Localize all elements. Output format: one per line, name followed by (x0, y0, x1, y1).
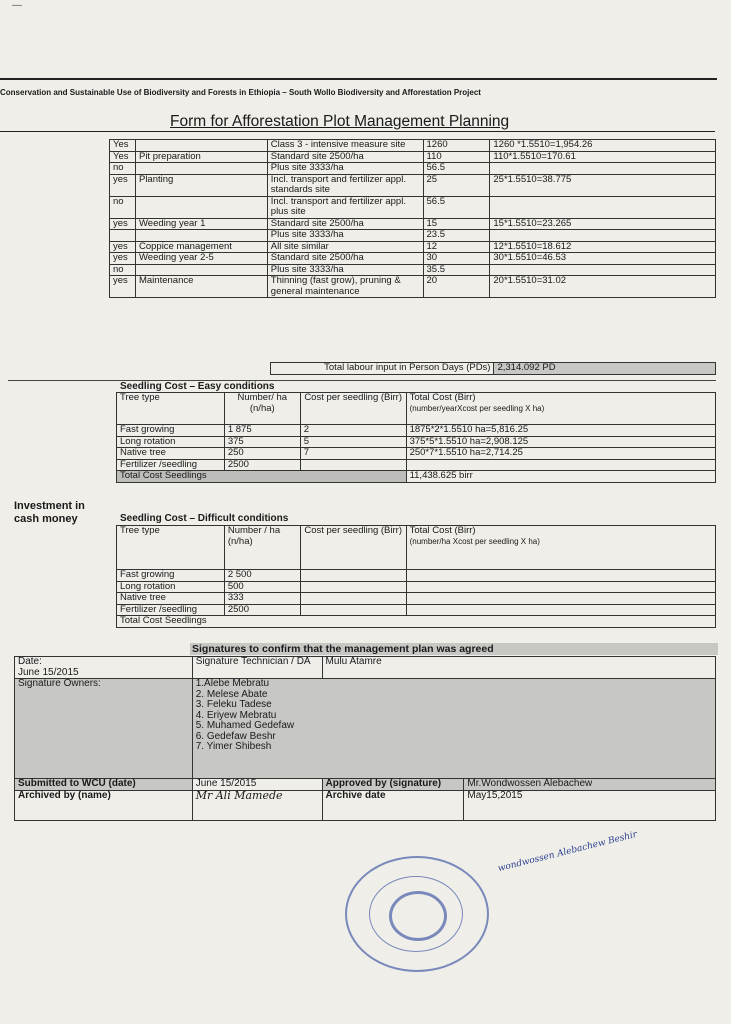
labour-site-type: Plus site 3333/ha (267, 230, 423, 242)
labour-calculation (490, 163, 716, 175)
labour-site-type: Class 3 - intensive measure site (267, 140, 423, 152)
owner-name: 2. Melese Abate (195, 688, 268, 700)
easy-tree-type: Fast growing (117, 425, 225, 437)
labour-yes-no: yes (110, 174, 136, 196)
easy-heading: Seedling Cost – Easy conditions (120, 381, 275, 392)
difficult-number: 2 500 (224, 570, 300, 582)
difficult-tree-type: Long rotation (117, 581, 225, 593)
difficult-tree-type: Fertilizer /seedling (117, 604, 225, 616)
labour-site-type: Standard site 2500/ha (267, 253, 423, 265)
archived-value: Mr Ali Mamede (192, 790, 322, 820)
submitted-value: June 15/2015 (192, 779, 322, 791)
labour-person-days: 25 (423, 174, 490, 196)
approved-value: Mr.Wondwossen Alebachew (464, 779, 716, 791)
official-stamp (345, 856, 489, 972)
difficult-total (406, 581, 715, 593)
labour-calculation: 30*1.5510=46.53 (490, 253, 716, 265)
labour-calculation: 110*1.5510=170.61 (490, 151, 716, 163)
labour-person-days: 15 (423, 218, 490, 230)
labour-yes-no: yes (110, 241, 136, 253)
labour-row (110, 140, 716, 152)
difficult-total (406, 570, 715, 582)
labour-yes-no: yes (110, 218, 136, 230)
signatures-heading: Signatures to confirm that the management plan was agreed (190, 643, 718, 655)
easy-total: 375*5*1.5510 ha=2,908.125 (406, 436, 715, 448)
labour-activity: Pit preparation (135, 151, 267, 163)
labour-activity (135, 230, 267, 242)
owner-name: 7. Yimer Shibesh (195, 741, 272, 752)
owner-name: 1.Alebe Mebratu (195, 678, 270, 689)
easy-row (117, 459, 716, 471)
difficult-row (117, 593, 716, 605)
labour-row (110, 241, 716, 253)
technician-label: Signature Technician / DA (192, 657, 322, 679)
easy-table (116, 392, 716, 483)
easy-tree-type: Native tree (117, 448, 225, 460)
difficult-header-total-sub: (number/ha Xcost per seedling X ha) (409, 536, 540, 546)
difficult-header-total-label: Total Cost (Birr) (409, 525, 476, 536)
submitted-label: Submitted to WCU (date) (15, 779, 193, 791)
labour-row (110, 264, 716, 276)
labour-yes-no (110, 230, 136, 242)
labour-site-type: Standard site 2500/ha (267, 151, 423, 163)
labour-site-type: Standard site 2500/ha (267, 218, 423, 230)
labour-person-days: 12 (423, 241, 490, 253)
difficult-row (117, 570, 716, 582)
owner-name: 3. Feleku Tadese (195, 699, 272, 710)
investment-label: Investment in cash money (14, 500, 85, 525)
easy-cost: 2 (300, 425, 406, 437)
labour-site-type: All site similar (267, 241, 423, 253)
owner-name: 6. Gedefaw Beshr (195, 730, 276, 742)
easy-number: 375 (224, 436, 300, 448)
easy-total: 1875*2*1.5510 ha=5,816.25 (406, 425, 715, 437)
easy-tree-type: Fertilizer /seedling (117, 459, 225, 471)
technician-name: Mulu Atamre (322, 657, 715, 679)
owner-name: 5. Muhamed Gedefaw (195, 720, 295, 731)
difficult-tree-type: Fast growing (117, 570, 225, 582)
labour-yes-no: yes (110, 253, 136, 265)
difficult-row (117, 581, 716, 593)
labour-row (110, 196, 716, 218)
labour-activity (135, 140, 267, 152)
difficult-cost (300, 581, 406, 593)
labour-row (110, 253, 716, 265)
labour-calculation (490, 196, 716, 218)
difficult-number: 500 (224, 581, 300, 593)
easy-row (117, 436, 716, 448)
labour-activity (135, 196, 267, 218)
archive-date-label: Archive date (322, 790, 464, 820)
form-title: Form for Afforestation Plot Management Planning (170, 113, 510, 130)
easy-cost (300, 459, 406, 471)
labour-person-days: 23.5 (423, 230, 490, 242)
labour-calculation (490, 230, 716, 242)
labour-row (110, 218, 716, 230)
labour-yes-no: no (110, 264, 136, 276)
labour-site-type: Plus site 3333/ha (267, 163, 423, 175)
labour-total-label: Total labour input in Person Days (PDs) (271, 363, 494, 375)
difficult-heading: Seedling Cost – Difficult conditions (120, 513, 289, 524)
easy-total-value: 11,438.625 birr (406, 471, 715, 483)
easy-total: 250*7*1.5510 ha=2,714.25 (406, 448, 715, 460)
date-label: Date: (18, 656, 42, 667)
project-header: Conservation and Sustainable Use of Biodiversity and Forests in Ethiopia – South Wollo Biodiversity and Afforestation Project (0, 88, 481, 97)
easy-header-number: Number/ ha (n/ha) (224, 393, 300, 425)
easy-total-label: Total Cost Seedlings (117, 471, 407, 483)
labour-row (110, 174, 716, 196)
signatures-table (14, 656, 716, 821)
difficult-cost (300, 570, 406, 582)
title-rule (0, 131, 715, 132)
labour-calculation: 20*1.5510=31.02 (490, 276, 716, 298)
easy-total (406, 459, 715, 471)
difficult-cost (300, 604, 406, 616)
approved-label: Approved by (signature) (322, 779, 464, 791)
labour-calculation: 15*1.5510=23.265 (490, 218, 716, 230)
easy-cost: 7 (300, 448, 406, 460)
easy-header-total-label: Total Cost (Birr) (409, 392, 476, 403)
labour-activity (135, 163, 267, 175)
labour-yes-no: no (110, 196, 136, 218)
labour-site-type: Incl. transport and fertilizer appl. plus site (267, 196, 423, 218)
labour-person-days: 1260 (423, 140, 490, 152)
easy-row (117, 425, 716, 437)
easy-header-total (406, 393, 715, 425)
labour-yes-no: yes (110, 276, 136, 298)
difficult-cost (300, 593, 406, 605)
difficult-tree-type: Native tree (117, 593, 225, 605)
date-cell (15, 657, 193, 679)
labour-site-type: Plus site 3333/ha (267, 264, 423, 276)
labour-person-days: 35.5 (423, 264, 490, 276)
easy-cost: 5 (300, 436, 406, 448)
labour-calculation: 1260 *1.5510=1,954.26 (490, 140, 716, 152)
labour-yes-no: no (110, 163, 136, 175)
difficult-row (117, 604, 716, 616)
section-rule (8, 380, 716, 381)
difficult-table (116, 525, 716, 628)
header-rule (0, 78, 717, 80)
owners-list (192, 679, 715, 779)
labour-total-table (270, 362, 716, 375)
labour-row (110, 151, 716, 163)
labour-calculation: 12*1.5510=18.612 (490, 241, 716, 253)
archived-label: Archived by (name) (15, 790, 193, 820)
difficult-total (406, 604, 715, 616)
difficult-number: 2500 (224, 604, 300, 616)
difficult-header-total (406, 526, 715, 570)
labour-yes-no: Yes (110, 140, 136, 152)
date-value: June 15/2015 (18, 666, 79, 678)
labour-site-type: Incl. transport and fertilizer appl. standards site (267, 174, 423, 196)
labour-activity: Planting (135, 174, 267, 196)
easy-number: 1 875 (224, 425, 300, 437)
labour-calculation (490, 264, 716, 276)
easy-number: 2500 (224, 459, 300, 471)
labour-person-days: 20 (423, 276, 490, 298)
easy-header-type: Tree type (117, 393, 225, 425)
owner-name: 4. Eriyew Mebratu (195, 709, 277, 721)
labour-row (110, 163, 716, 175)
difficult-total (406, 593, 715, 605)
labour-row (110, 230, 716, 242)
labour-site-type: Thinning (fast grow), pruning & general maintenance (267, 276, 423, 298)
labour-activity: Coppice management (135, 241, 267, 253)
labour-person-days: 56.5 (423, 196, 490, 218)
labour-activity: Weeding year 1 (135, 218, 267, 230)
labour-activity (135, 264, 267, 276)
easy-tree-type: Long rotation (117, 436, 225, 448)
labour-person-days: 56.5 (423, 163, 490, 175)
difficult-header-number: Number / ha (n/ha) (224, 526, 300, 570)
archive-date-value: May15,2015 (464, 790, 716, 820)
labour-yes-no: Yes (110, 151, 136, 163)
labour-table (109, 139, 716, 298)
labour-calculation: 25*1.5510=38.775 (490, 174, 716, 196)
difficult-header-type: Tree type (117, 526, 225, 570)
easy-row (117, 448, 716, 460)
labour-person-days: 30 (423, 253, 490, 265)
handwritten-signature: wondwossen Alebachew Beshir (496, 829, 639, 875)
labour-person-days: 110 (423, 151, 490, 163)
owners-label: Signature Owners: (15, 679, 193, 779)
difficult-number: 333 (224, 593, 300, 605)
labour-total-value: 2,314.092 PD (494, 363, 716, 375)
easy-header-cost: Cost per seedling (Birr) (300, 393, 406, 425)
labour-row (110, 276, 716, 298)
difficult-total-label: Total Cost Seedlings (117, 616, 716, 628)
labour-activity: Maintenance (135, 276, 267, 298)
labour-activity: Weeding year 2-5 (135, 253, 267, 265)
corner-mark: — (12, 0, 22, 11)
easy-header-total-sub: (number/yearXcost per seedling X ha) (409, 403, 545, 413)
easy-number: 250 (224, 448, 300, 460)
difficult-header-cost: Cost per seedling (Birr) (300, 526, 406, 570)
